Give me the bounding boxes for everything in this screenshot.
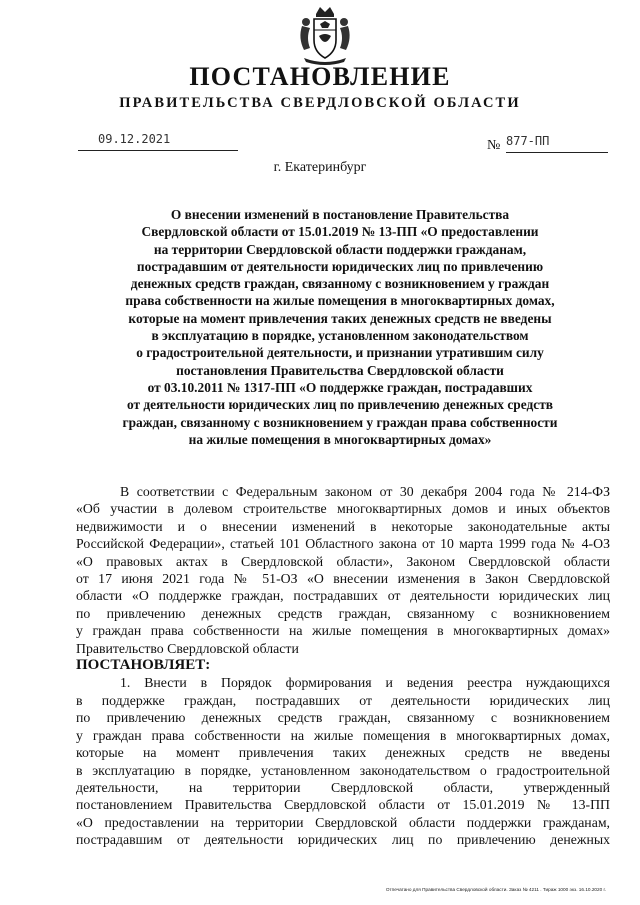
item1-line: пострадавшим от деятельности юридических лиц по привлечению денежных [76, 832, 610, 848]
heading-line: от 03.10.2011 № 1317-ПП «О поддержке граждан, пострадавших [147, 379, 533, 395]
item1-line: у граждан права собственности на жилые помещения в многоквартирных домах, [76, 727, 610, 743]
item1-line: в эксплуатацию в порядке, установленном законодательством о градостроительной [76, 762, 610, 778]
heading-line: пострадавшим от деятельности юридических лиц по привлечению [136, 258, 544, 274]
heading-line: о градостроительной деятельности, и признании утратившим силу [136, 345, 544, 361]
heading-line: постановления Правительства Свердловской области [176, 362, 504, 378]
item1-line: «О предоставлении на территории Свердловской области поддержки гражданам, [76, 814, 610, 830]
number-sign: № [487, 138, 501, 153]
preamble-line: недвижимости и о внесении изменений в некоторые законодательные акты [76, 518, 610, 534]
item1-line: 1. Внести в Порядок формирования и ведения реестра нуждающихся [120, 675, 610, 691]
number-line [506, 134, 608, 153]
item1-line: в поддержке граждан, пострадавших от деятельности юридических лиц [76, 692, 610, 708]
preamble-line: «Об участии в долевом строительстве многоквартирных домов и иных объектов [76, 501, 610, 517]
heading-line: на территории Свердловской области поддержки гражданам, [153, 241, 527, 257]
document-date: 09.12.2021 [98, 132, 171, 146]
preamble-line: Российской Федерации», статьей 101 Областного закона от 10 марта 1999 года № 4-ОЗ [76, 536, 610, 552]
heading-line: О внесении изменений в постановление Правительства [170, 207, 510, 222]
document-type-title: ПОСТАНОВЛЕНИЕ [189, 62, 451, 91]
issuer-title: ПРАВИТЕЛЬСТВА СВЕРДЛОВСКОЙ ОБЛАСТИ [119, 95, 521, 111]
heading-line: в эксплуатацию в порядке, установленном законодательством [151, 328, 529, 344]
preamble-line: у граждан права собственности на жилые помещения в многоквартирных домах» [76, 623, 610, 639]
document-heading [90, 206, 590, 448]
preamble-line: по привлечению денежных средств граждан, связанному с возникновением [76, 605, 610, 621]
item1-line: постановлением Правительства Свердловской области от 15.01.2019 № 13-ПП [76, 797, 610, 813]
heading-line: права собственности на жилые помещения в многоквартирных домах, [125, 293, 555, 309]
document-body [76, 483, 610, 849]
coat-of-arms-icon [294, 4, 356, 66]
preamble-line: В соответствии с Федеральным законом от 30 декабря 2004 года № 214-ФЗ [120, 484, 610, 499]
preamble-line: «О правовых актах в Свердловской области», Законом Свердловской области [76, 553, 610, 569]
preamble-line: от 17 июня 2021 года № 51-ОЗ «О внесении изменения в Закон Свердловской [76, 571, 610, 587]
item1-line: которые на момент привлечения таких денежных средств не введены [76, 745, 610, 761]
heading-line: от деятельности юридических лиц по привлечению денежных средств [126, 397, 554, 413]
heading-line: на жилые помещения в многоквартирных домах» [188, 431, 492, 447]
preamble-line: Правительство Свердловской области [76, 640, 299, 656]
heading-line: граждан, связанному с возникновением у граждан права собственности [122, 414, 558, 430]
item1-line: по привлечению денежных средств граждан, связанному с возникновением [76, 710, 610, 726]
heading-line: денежных средств граждан, связанному с возникновением у граждан [130, 276, 550, 292]
city: г. Екатеринбург [273, 160, 367, 175]
date-line [78, 132, 238, 151]
document-number: 877-ПП [506, 134, 550, 148]
heading-line: которые на момент привлечения таких денежных средств не введены [128, 310, 552, 326]
print-footer: Отпечатано для Правительства Свердловской области. Заказ № 4211 . Тираж 1000 экз. 16.10.2020 г. [385, 887, 606, 892]
preamble-line: области «О поддержке граждан, пострадавших от деятельности юридических лиц [76, 588, 610, 604]
heading-line: Свердловской области от 15.01.2019 № 13-ПП «О предоставлении [141, 224, 539, 240]
resolves-heading: ПОСТАНОВЛЯЕТ: [76, 657, 211, 674]
item1-line: деятельности, на территории Свердловской области, утвержденный [76, 779, 610, 795]
